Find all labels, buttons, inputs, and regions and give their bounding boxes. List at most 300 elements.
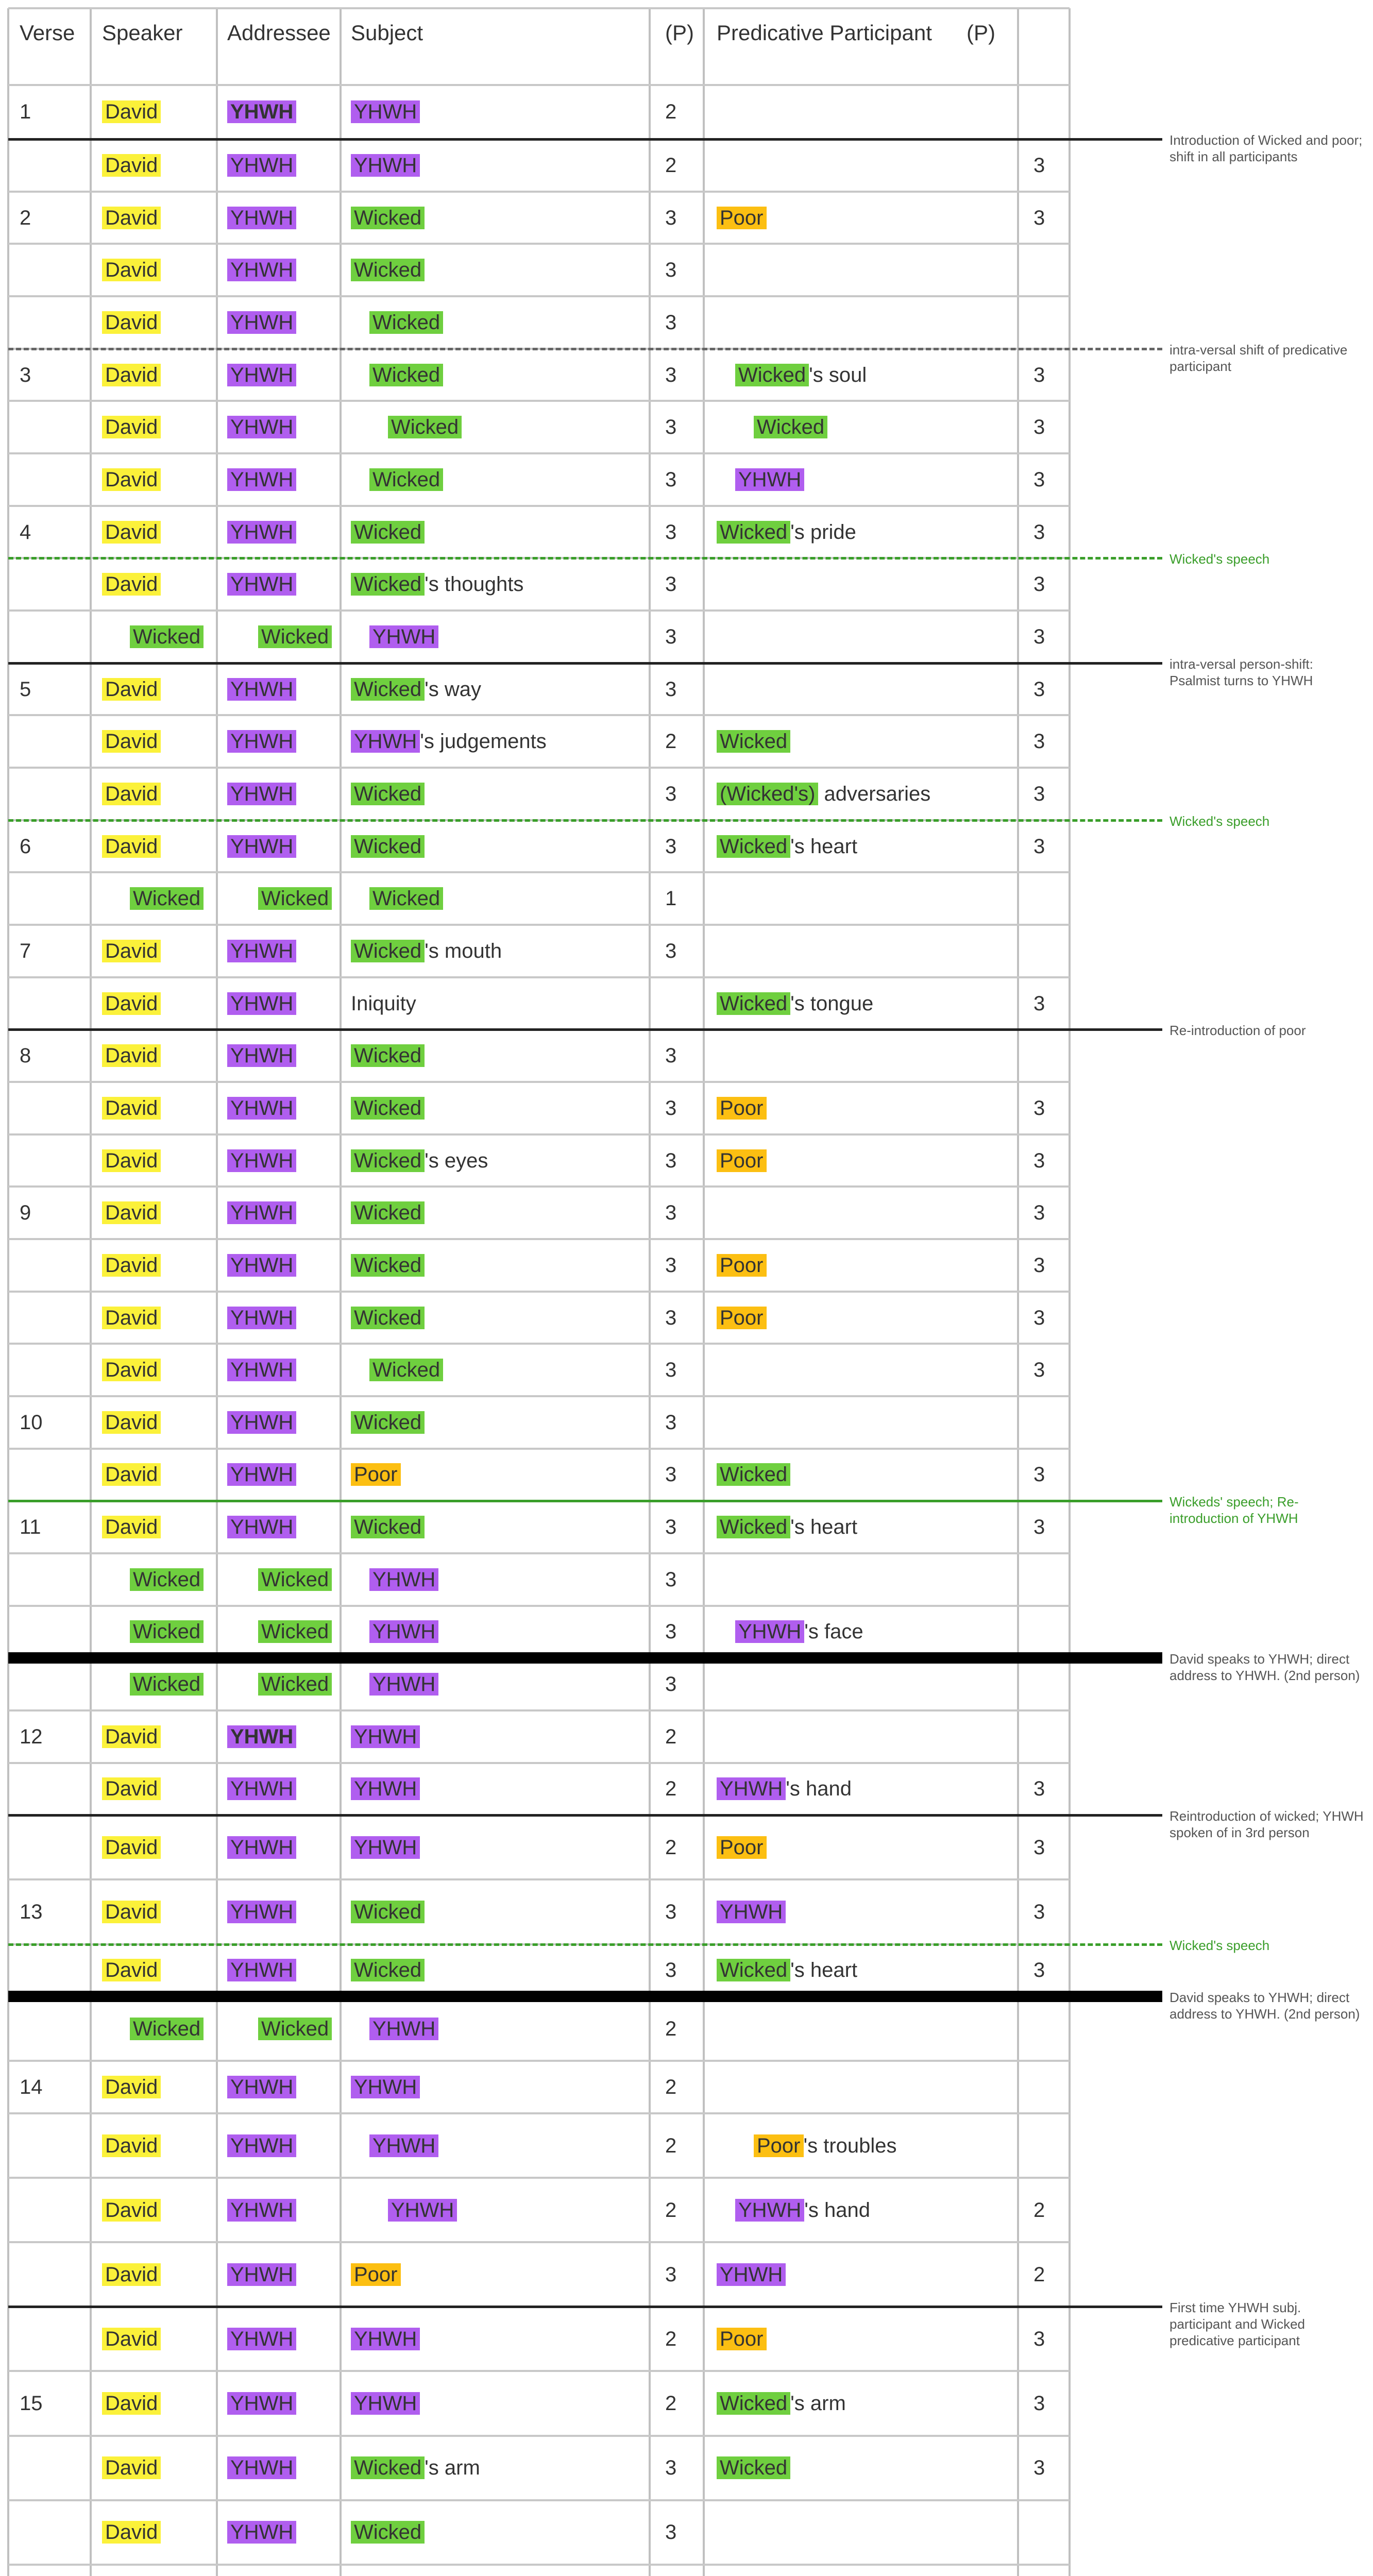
verse-number: 14 (20, 2076, 43, 2099)
grid-hline (8, 2177, 1070, 2179)
speaker-cell (102, 1513, 161, 1541)
cell-content (351, 2076, 420, 2098)
cell-content (351, 730, 547, 753)
subject-person: 3 (665, 2263, 677, 2286)
grid-hline (8, 1878, 1070, 1880)
cell-content (351, 2521, 425, 2544)
addressee-cell (227, 2389, 296, 2418)
subject-person: 3 (665, 1044, 677, 1067)
speaker-cell (102, 1198, 161, 1227)
subject-person: 3 (665, 573, 677, 596)
grid-hline (8, 2060, 1070, 2062)
subject-person: 2 (665, 1777, 677, 1801)
grid-hline (8, 2564, 1070, 2566)
cell-content (351, 835, 425, 858)
predicative-person: 3 (1033, 573, 1045, 596)
predicative-cell (717, 779, 930, 808)
speaker-cell (102, 832, 161, 861)
predicative-person: 3 (1033, 520, 1045, 544)
subject-cell (351, 2518, 425, 2547)
predicative-tag: Wicked (717, 2456, 790, 2479)
addressee-cell (227, 518, 296, 547)
subject-cell (369, 1565, 438, 1594)
speaker-cell (102, 989, 161, 1018)
subject-person: 2 (665, 2198, 677, 2222)
subject-tag: Wicked (351, 1097, 425, 1120)
addressee-tag: YHWH (227, 1901, 296, 1923)
cell-content (717, 992, 873, 1015)
subject-suffix: 's mouth (425, 939, 502, 962)
subject-tag: Wicked (351, 1901, 425, 1923)
speaker-tag: David (102, 100, 161, 123)
predicative-suffix: 's tongue (790, 992, 874, 1015)
cell-content (717, 521, 856, 544)
addressee-cell (227, 1303, 296, 1332)
grid-hline (8, 714, 1070, 716)
predicative-person: 3 (1033, 206, 1045, 229)
predicative-person: 3 (1033, 363, 1045, 386)
addressee-tag: YHWH (227, 2199, 296, 2222)
predicative-person: 3 (1033, 1253, 1045, 1277)
speaker-cell (102, 361, 161, 389)
cell-content (717, 2392, 846, 2415)
predicative-tag: Wicked (754, 416, 827, 438)
cell-content (754, 2134, 897, 2157)
addressee-cell (227, 1956, 296, 1985)
subject-cell (351, 1094, 425, 1123)
cell-content (717, 835, 857, 858)
speaker-tag: David (102, 573, 161, 596)
subject-person: 2 (665, 2076, 677, 2099)
cell-content (351, 2392, 420, 2415)
subject-cell (369, 884, 443, 913)
subject-person: 3 (665, 1359, 677, 1382)
predicative-cell (717, 518, 856, 547)
subject-cell (351, 1041, 425, 1070)
addressee-tag: YHWH (227, 2076, 296, 2098)
grid-hline (8, 191, 1070, 193)
cell-content (717, 1959, 857, 1981)
cell-content (351, 1411, 425, 1434)
annotation-note: Introduction of Wicked and poor; shift in all participants (1169, 132, 1363, 165)
subject-cell (351, 1303, 425, 1332)
addressee-cell (227, 1094, 296, 1123)
annotation-note: First time YHWH subj. participant and Wicked predicative participant (1169, 2300, 1306, 2349)
subject-tag: YHWH (388, 2199, 457, 2222)
predicative-person: 3 (1033, 625, 1045, 648)
addressee-tag: YHWH (227, 1097, 296, 1120)
subject-tag: Poor (351, 1463, 401, 1486)
addressee-tag: YHWH (227, 311, 296, 334)
grid-hline (8, 976, 1070, 978)
cell-content (717, 2328, 767, 2350)
grid-hline (8, 1343, 1070, 1345)
subject-person: 3 (665, 1096, 677, 1120)
speaker-cell (102, 1041, 161, 1070)
speaker-cell (102, 2389, 161, 2418)
cell-content (369, 2134, 438, 2157)
addressee-cell (227, 2260, 296, 2289)
predicative-tag: YHWH (735, 2199, 804, 2222)
predicative-tag: Poor (717, 207, 767, 229)
cell-content (717, 1777, 852, 1800)
predicative-tag: YHWH (735, 468, 804, 491)
cell-content (351, 100, 420, 123)
cell-content (369, 887, 443, 910)
addressee-cell (227, 1513, 296, 1541)
speaker-tag: David (102, 2456, 161, 2479)
predicative-person: 3 (1033, 1463, 1045, 1486)
subject-person: 3 (665, 1149, 677, 1172)
speaker-tag: David (102, 468, 161, 491)
speaker-cell (102, 97, 161, 126)
verse-number: 1 (20, 100, 31, 124)
addressee-tag: YHWH (227, 1307, 296, 1329)
subject-person: 3 (665, 2456, 677, 2480)
subject-cell (351, 1956, 425, 1985)
addressee-tag: YHWH (227, 1044, 296, 1067)
subject-tag: Wicked (351, 573, 425, 596)
subject-cell (351, 937, 502, 965)
addressee-tag: Wicked (258, 1673, 332, 1696)
speaker-cell (102, 2453, 161, 2482)
speaker-tag: David (102, 1836, 161, 1859)
speaker-tag: David (102, 835, 161, 858)
grid-hline (8, 2370, 1070, 2372)
subject-cell (351, 1460, 401, 1489)
verse-number: 5 (20, 677, 31, 701)
subject-person: 3 (665, 1568, 677, 1591)
cell-content (351, 1044, 425, 1067)
subject-tag: Wicked (369, 1359, 443, 1381)
speaker-tag: David (102, 1516, 161, 1538)
subject-cell (351, 1408, 425, 1437)
subject-cell (369, 361, 443, 389)
speaker-cell (102, 308, 161, 337)
predicative-cell (735, 465, 804, 494)
addressee-tag: YHWH (227, 521, 296, 544)
speaker-cell (102, 413, 161, 442)
addressee-cell (227, 2196, 296, 2225)
speaker-cell (102, 204, 161, 232)
speaker-tag: Wicked (130, 625, 204, 648)
subject-tag: YHWH (369, 1568, 438, 1591)
cell-content (717, 1149, 767, 1172)
grid-hline (8, 1605, 1070, 1607)
addressee-tag: YHWH (227, 1959, 296, 1981)
grid-hline (8, 7, 1070, 9)
addressee-cell (227, 1408, 296, 1437)
predicative-cell (754, 413, 827, 442)
subject-person: 3 (665, 782, 677, 805)
addressee-cell (227, 2073, 296, 2102)
addressee-cell (258, 1565, 332, 1594)
predicative-suffix: 's heart (790, 1959, 858, 1982)
addressee-cell (227, 2325, 296, 2353)
predicative-suffix: adversaries (818, 782, 931, 805)
predicative-tag: Poor (717, 1836, 767, 1859)
predicative-person: 3 (1033, 677, 1045, 701)
predicative-cell (717, 1094, 767, 1123)
cell-content (717, 1097, 767, 1120)
speaker-cell (130, 1617, 204, 1646)
speaker-cell (130, 622, 204, 651)
grid-hline (8, 1395, 1070, 1397)
subject-cell (351, 151, 420, 180)
cell-content (351, 1463, 401, 1486)
subject-tag: Wicked (351, 1516, 425, 1538)
predicative-tag: Wicked (717, 730, 790, 753)
cell-content (351, 154, 420, 177)
predicative-person: 3 (1033, 1306, 1045, 1329)
column-header-addressee: Addressee (227, 21, 331, 45)
cell-content (369, 468, 443, 491)
subject-cell (351, 2389, 420, 2418)
cell-content (351, 1959, 425, 1981)
grid-hline (8, 609, 1070, 612)
subject-cell (351, 1722, 420, 1751)
subject-cell (351, 2073, 420, 2102)
speaker-cell (102, 465, 161, 494)
cell-content (351, 1254, 425, 1277)
subject-person: 2 (665, 1836, 677, 1859)
subject-tag: Wicked (351, 521, 425, 544)
subject-person: 3 (665, 1253, 677, 1277)
subject-person: 3 (665, 468, 677, 491)
subject-person: 3 (665, 1900, 677, 1923)
subject-tag: Wicked (351, 678, 425, 701)
column-header-speaker: Speaker (102, 21, 183, 45)
cell-content (351, 940, 502, 962)
predicative-suffix: 's hand (786, 1777, 852, 1801)
addressee-cell (227, 1041, 296, 1070)
subject-person: 3 (665, 1411, 677, 1434)
speaker-cell (130, 1670, 204, 1699)
subject-tag: Wicked (351, 1201, 425, 1224)
grid-hline (8, 84, 1070, 86)
cell-content (717, 1307, 767, 1329)
grid-hline (8, 1238, 1070, 1240)
speaker-tag: David (102, 1307, 161, 1329)
predicative-cell (717, 1897, 786, 1926)
subject-cell (351, 1774, 420, 1803)
predicative-tag: Wicked (717, 835, 790, 858)
addressee-tag: YHWH (227, 154, 296, 177)
subject-tag: Wicked (351, 1959, 425, 1981)
subject-tag: YHWH (351, 2076, 420, 2098)
subject-tag: YHWH (351, 2392, 420, 2415)
predicative-person: 3 (1033, 1149, 1045, 1172)
subject-person: 3 (665, 2521, 677, 2544)
predicative-tag: Poor (717, 1254, 767, 1277)
subject-tag: Wicked (388, 416, 462, 438)
addressee-cell (227, 779, 296, 808)
speaker-cell (130, 1565, 204, 1594)
addressee-cell (227, 727, 296, 756)
cell-content (369, 1620, 438, 1643)
predicative-person: 2 (1033, 2198, 1045, 2222)
subject-tag: Wicked (369, 887, 443, 910)
verse-number: 4 (20, 520, 31, 544)
subject-cell (351, 1251, 425, 1280)
cell-content (369, 2018, 438, 2040)
predicative-suffix: 's face (804, 1620, 863, 1643)
addressee-cell (227, 937, 296, 965)
cell-content (717, 2263, 786, 2286)
predicative-person: 3 (1033, 782, 1045, 805)
grid-hline (8, 1291, 1070, 1293)
subject-cell (351, 97, 420, 126)
subject-cell (351, 2453, 480, 2482)
predicative-suffix: 's arm (790, 2392, 846, 2415)
annotation-note: David speaks to YHWH; direct address to YHWH. (2nd person) (1169, 1651, 1360, 1684)
section-separator (8, 1991, 1162, 2002)
predicative-cell (717, 1303, 767, 1332)
addressee-cell (227, 1897, 296, 1926)
subject-tag: Wicked (351, 259, 425, 281)
predicative-cell (717, 1513, 857, 1541)
addressee-cell (227, 675, 296, 704)
speaker-tag: David (102, 2076, 161, 2098)
section-separator (8, 1500, 1162, 1502)
predicative-cell (754, 2131, 897, 2160)
speaker-tag: David (102, 1959, 161, 1981)
predicative-tag: Poor (717, 1097, 767, 1120)
speaker-tag: David (102, 154, 161, 177)
addressee-cell (227, 2518, 296, 2547)
addressee-tag: YHWH (227, 1254, 296, 1277)
grid-hline (8, 1762, 1070, 1764)
predicative-cell (717, 2453, 790, 2482)
predicative-person: 3 (1033, 1201, 1045, 1225)
subject-cell (388, 2196, 457, 2225)
predicative-tag: Poor (717, 1307, 767, 1329)
predicative-person: 3 (1033, 2327, 1045, 2350)
predicative-person: 3 (1033, 1096, 1045, 1120)
subject-person: 3 (665, 939, 677, 962)
subject-cell (388, 413, 462, 442)
speaker-tag: David (102, 2134, 161, 2157)
section-separator (8, 138, 1162, 141)
cell-content (735, 364, 867, 386)
addressee-cell (258, 622, 332, 651)
speaker-cell (102, 518, 161, 547)
section-separator (8, 348, 1162, 350)
addressee-tag: Wicked (258, 625, 332, 648)
addressee-cell (227, 413, 296, 442)
predicative-cell (717, 1146, 767, 1175)
addressee-tag: YHWH (227, 259, 296, 281)
column-header-subject: Subject (351, 21, 423, 45)
subject-cell (369, 1617, 438, 1646)
speaker-cell (102, 2131, 161, 2160)
column-header-verse: Verse (20, 21, 75, 45)
grid-hline (8, 2241, 1070, 2243)
cell-content (369, 1673, 438, 1696)
grid-hline (8, 2499, 1070, 2501)
addressee-tag: YHWH (227, 207, 296, 229)
verse-number: 8 (20, 1044, 31, 1067)
addressee-tag: YHWH (227, 940, 296, 962)
cell-content (717, 1463, 790, 1486)
subject-cell (351, 989, 416, 1018)
addressee-tag: YHWH (227, 2328, 296, 2350)
subject-tag: Wicked (369, 364, 443, 386)
predicative-person: 3 (1033, 468, 1045, 491)
addressee-cell (227, 204, 296, 232)
subject-cell (351, 570, 523, 599)
predicative-tag: YHWH (717, 1777, 786, 1800)
cell-content (369, 364, 443, 386)
annotation-note: Wickeds' speech; Re-introduction of YHWH (1169, 1494, 1299, 1527)
predicative-cell (717, 2260, 786, 2289)
speaker-tag: David (102, 1149, 161, 1172)
speaker-cell (102, 1408, 161, 1437)
addressee-tag: YHWH (227, 1411, 296, 1434)
addressee-cell (227, 465, 296, 494)
section-separator (8, 1943, 1162, 1946)
subject-person: 2 (665, 2017, 677, 2040)
addressee-cell (227, 989, 296, 1018)
addressee-cell (227, 1774, 296, 1803)
predicative-cell (717, 2325, 767, 2353)
speaker-cell (102, 1303, 161, 1332)
subject-person: 3 (665, 520, 677, 544)
cell-content (735, 2199, 870, 2222)
cell-content (717, 1836, 767, 1859)
speaker-cell (102, 779, 161, 808)
addressee-tag: YHWH (227, 2134, 296, 2157)
cell-content (717, 1254, 767, 1277)
subject-suffix: 's arm (425, 2456, 480, 2480)
predicative-suffix: 's hand (804, 2198, 870, 2222)
speaker-cell (102, 1355, 161, 1384)
subject-tag: Wicked (369, 311, 443, 334)
subject-tag: Wicked (351, 2456, 425, 2479)
cell-content (351, 2328, 420, 2350)
subject-cell (351, 518, 425, 547)
grid-hline (8, 924, 1070, 926)
grid-hline (8, 295, 1070, 297)
addressee-cell (227, 1833, 296, 1862)
grid-hline (8, 1709, 1070, 1711)
predicative-cell (717, 1774, 852, 1803)
subject-tag: Wicked (351, 2521, 425, 2544)
subject-cell (351, 779, 425, 808)
addressee-cell (227, 1251, 296, 1280)
annotation-note: Wicked's speech (1169, 1937, 1270, 1953)
predicative-tag: Poor (754, 2134, 804, 2157)
speaker-tag: David (102, 783, 161, 805)
cell-content (351, 992, 416, 1015)
subject-tag: YHWH (351, 1777, 420, 1800)
predicative-cell (717, 1251, 767, 1280)
subject-tag: Wicked (351, 783, 425, 805)
speaker-tag: Wicked (130, 2018, 204, 2040)
annotation-note: Wicked's speech (1169, 551, 1270, 567)
grid-hline (8, 767, 1070, 769)
addressee-tag: YHWH (227, 783, 296, 805)
cell-content (351, 678, 481, 701)
subject-person: 3 (665, 1516, 677, 1539)
predicative-person: 3 (1033, 416, 1045, 439)
grid-hline (8, 2435, 1070, 2437)
grid-hline (8, 2112, 1070, 2114)
section-separator (8, 557, 1162, 560)
addressee-tag: YHWH (227, 2456, 296, 2479)
speaker-tag: David (102, 364, 161, 386)
addressee-tag: YHWH (227, 678, 296, 701)
